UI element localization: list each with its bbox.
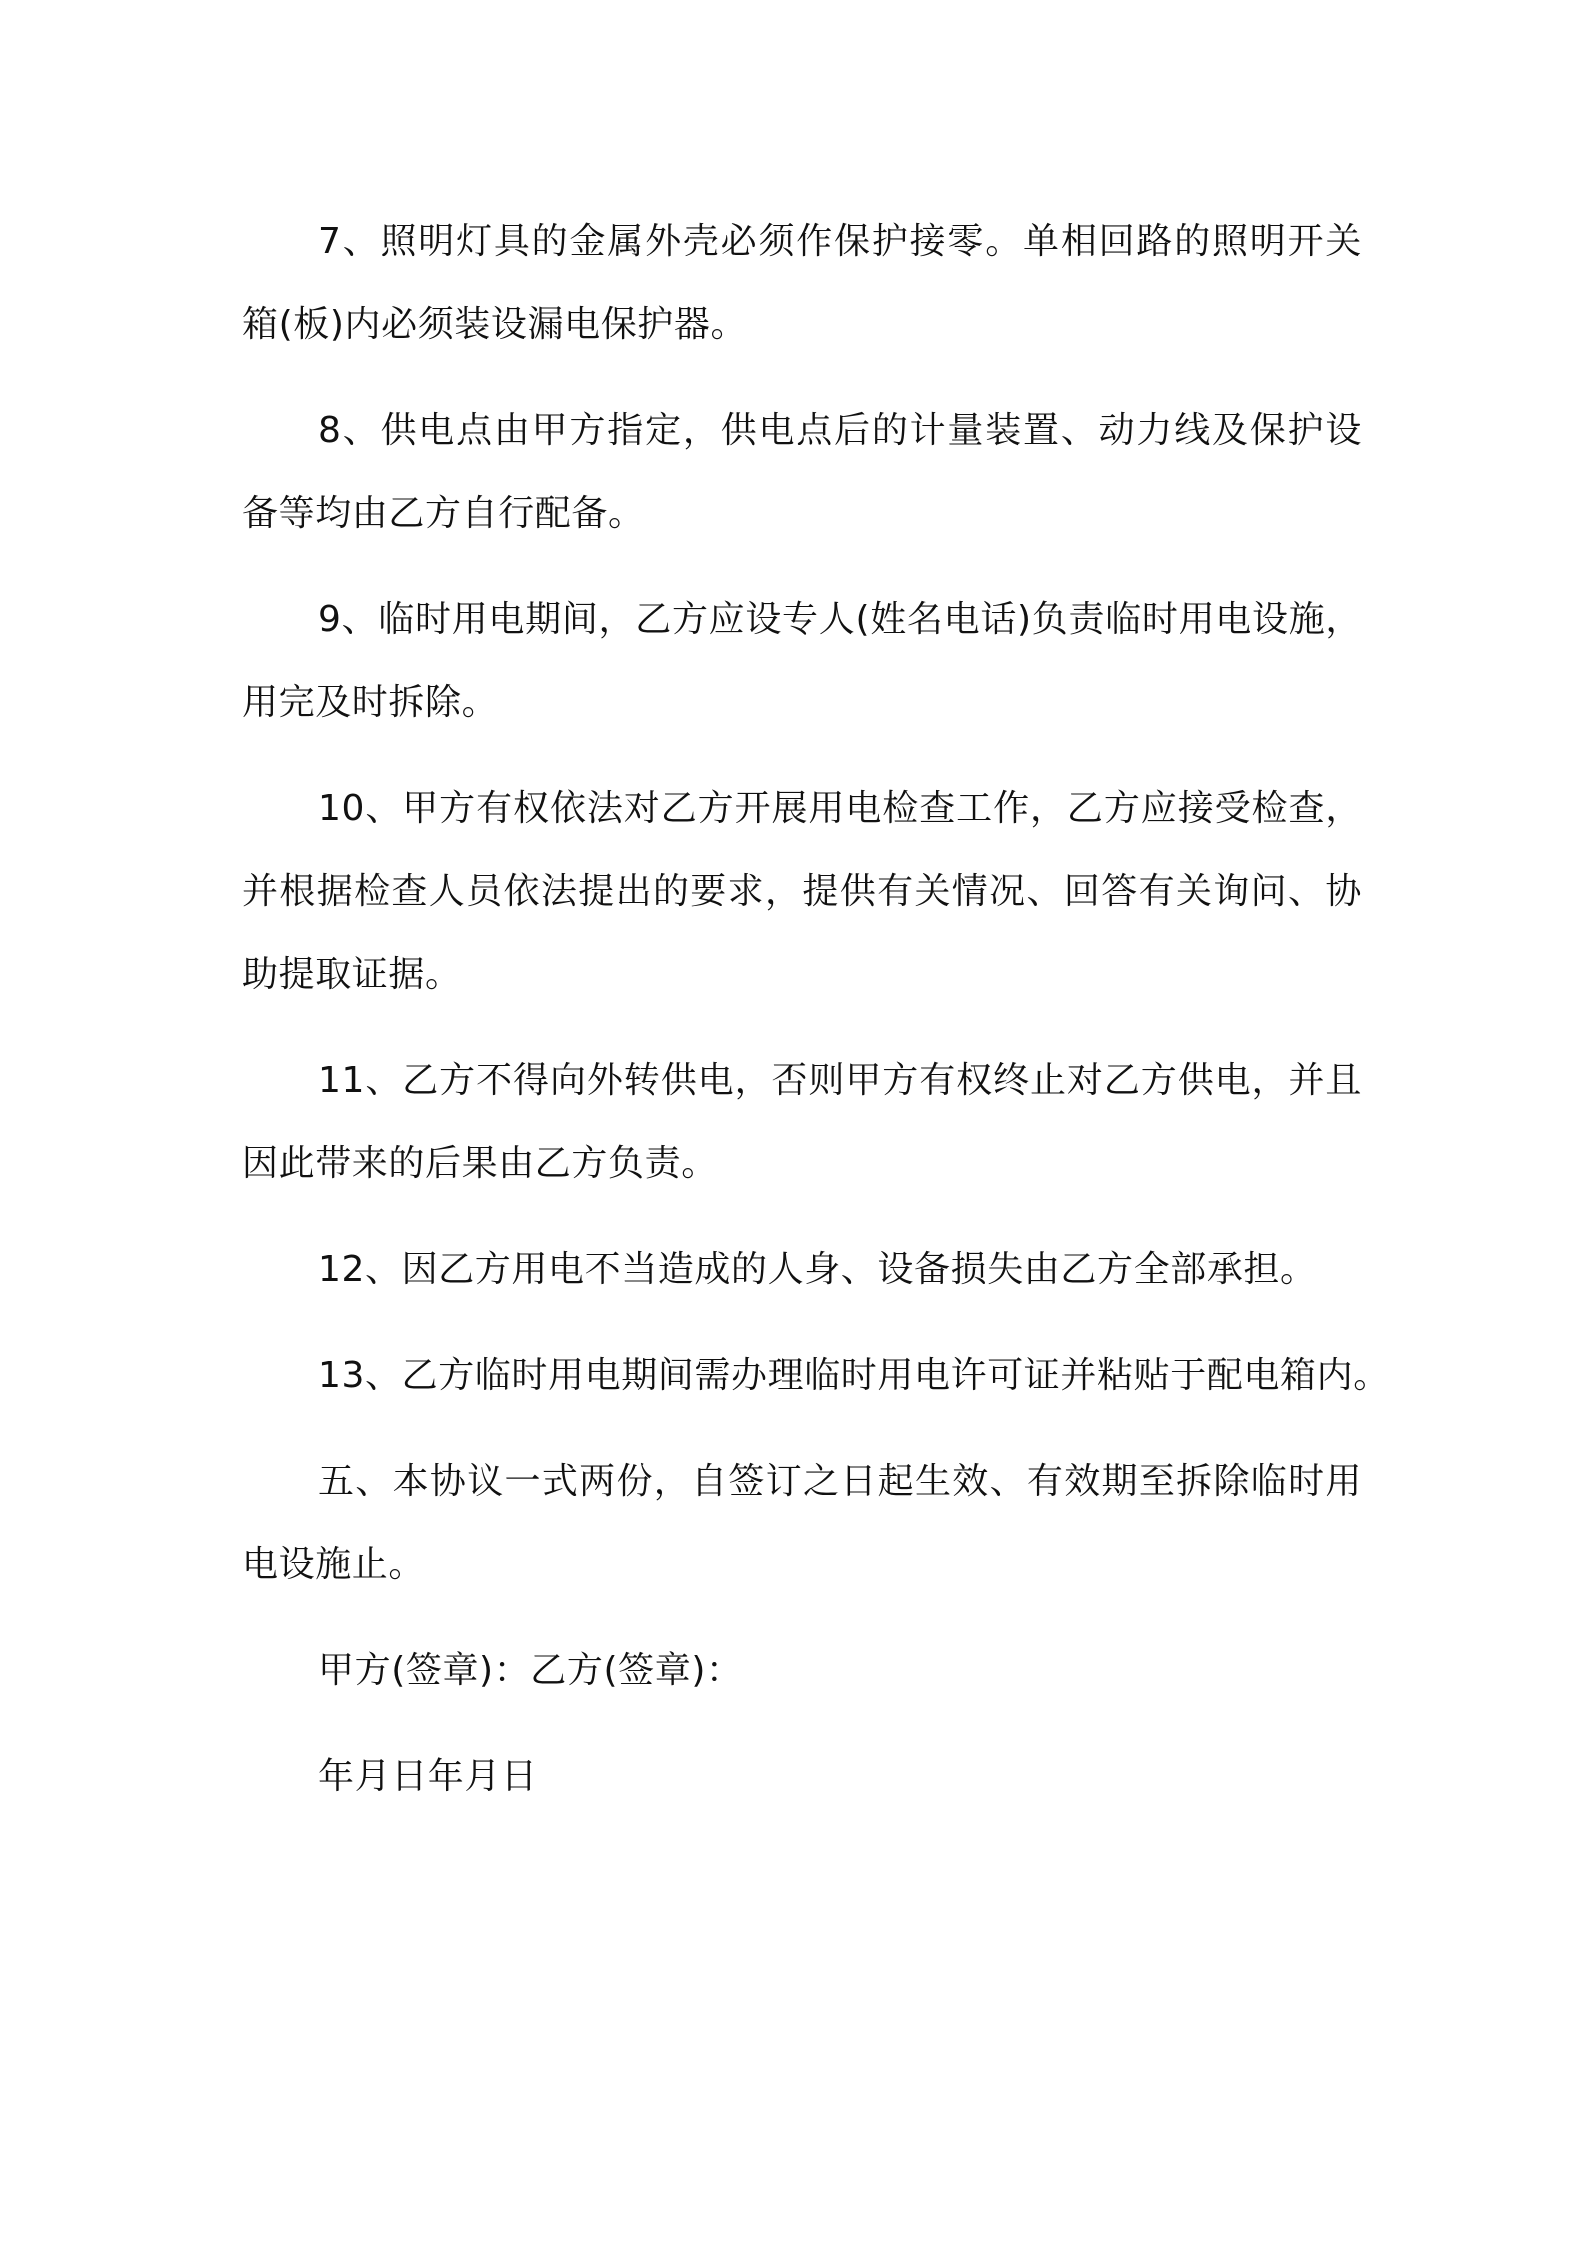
clause-five-validity: 五、本协议一式两份，自签订之日起生效、有效期至拆除临时用电设施止。: [242, 1461, 1362, 1585]
clause-13: 13、乙方临时用电期间需办理临时用电许可证并粘贴于配电箱内。: [318, 1355, 1390, 1396]
clause-12: 12、因乙方用电不当造成的人身、设备损失由乙方全部承担。: [318, 1249, 1317, 1290]
date-line: 年月日年月日: [318, 1756, 538, 1797]
clause-7: 7、照明灯具的金属外壳必须作保护接零。单相回路的照明开关箱(板)内必须装设漏电保护器。: [242, 221, 1362, 345]
signature-line: 甲方(签章)：乙方(签章)：: [318, 1650, 743, 1691]
clause-11: 11、乙方不得向外转供电，否则甲方有权终止对乙方供电，并且因此带来的后果由乙方负责。: [242, 1060, 1362, 1184]
document-body: [242, 200, 1390, 1841]
clause-8: 8、供电点由甲方指定，供电点后的计量装置、动力线及保护设备等均由乙方自行配备。: [242, 410, 1362, 534]
clause-10: 10、甲方有权依法对乙方开展用电检查工作，乙方应接受检查，并根据检查人员依法提出的要求，提供有关情况、回答有关询问、协助提取证据。: [242, 788, 1362, 995]
clause-9: 9、临时用电期间，乙方应设专人(姓名电话)负责临时用电设施，用完及时拆除。: [242, 599, 1362, 723]
